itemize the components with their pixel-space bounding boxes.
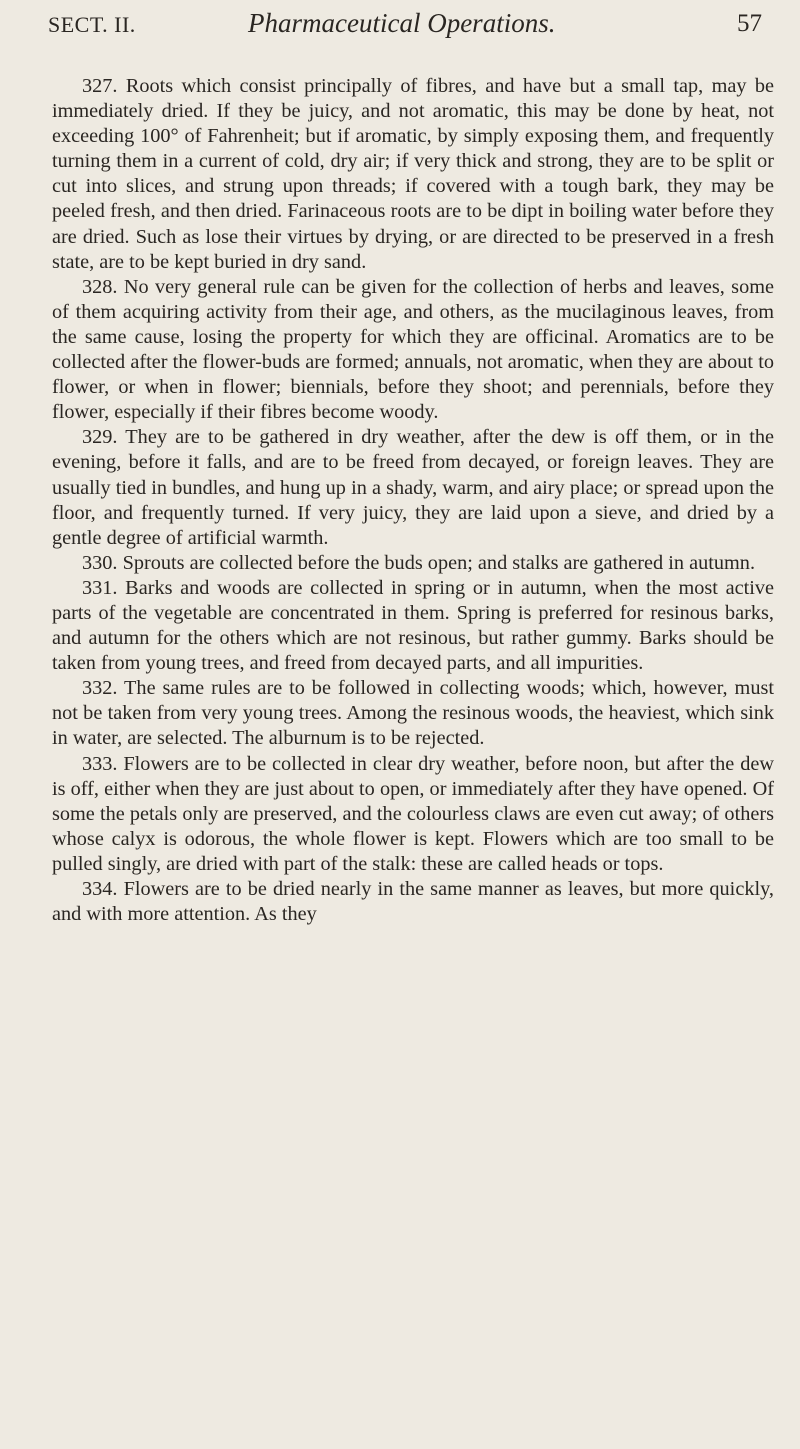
paragraph-330: 330. Sprouts are collected before the buds open; and stalks are gathered in autumn. — [82, 551, 756, 574]
paragraph-332: 332. The same rules are to be followed in collecting woods; which, however, must not be taken from very young trees. Among the resinous woods, the heaviest, which sink in water, are selected. The alburnum is to be rejected. — [52, 677, 774, 750]
paragraph-328: 328. No very general rule can be given for the collection of herbs and leaves, some of them acquiring activity from their age, and others, as the mucilaginous leaves, from the same cause, losing the property for which they are officinal. Aromatics are to be collected after the flower-buds are formed; annuals, not aromatic, when they are about to flower, or when in flower; biennials, before they shoot; and perennials, before they flower, especially if their fibres become woody. — [52, 275, 774, 424]
paragraph-327: 327. Roots which consist principally of fibres, and have but a small tap, may be immediately dried. If they be juicy, and not aromatic, this may be done by heat, not exceeding 100° of Fahrenheit; but if aromatic, by simply exposing them, and frequently turning them in a current of cold, dry air; if very thick and strong, they are to be split or cut into slices, and strung upon threads; if covered with a tough bark, they may be peeled fresh, and then dried. Farinaceous roots are to be dipt in boiling water before they are dried. Such as lose their virtues by drying, or are directed to be preserved in a fresh state, are to be kept buried in dry sand. — [52, 75, 774, 273]
body-text — [52, 74, 774, 927]
page-title: Pharmaceutical Operations. — [248, 8, 556, 38]
paragraph-331: 331. Barks and woods are collected in spring or in autumn, when the most active parts of the vegetable are concentrated in them. Spring is preferred for resinous barks, and autumn for the others which are not resinous, but rather gummy. Barks should be taken from young trees, and freed from decayed parts, and all impurities. — [52, 576, 774, 675]
section-label: SECT. II. — [48, 12, 136, 37]
running-header — [48, 6, 762, 46]
page-number: 57 — [737, 10, 762, 37]
paragraph-329: 329. They are to be gathered in dry weather, after the dew is off them, or in the evening, before it falls, and are to be freed from decayed, or foreign leaves. They are usually tied in bundles, and hung up in a shady, warm, and airy place; or spread upon the floor, and frequently turned. If very juicy, they are laid upon a sieve, and dried by a gentle degree of artificial warmth. — [52, 426, 774, 549]
paragraph-333: 333. Flowers are to be collected in clear dry weather, before noon, but after the dew is off, either when they are just about to open, or immediately after they have opened. Of some the petals only are preserved, and the colourless claws are even cut away; of others whose calyx is odorous, the whole flower is kept. Flowers which are too small to be pulled singly, are dried with part of the stalk: these are called heads or tops. — [52, 752, 774, 875]
paragraph-334: 334. Flowers are to be dried nearly in the same manner as leaves, but more quickly, and with more attention. As they — [52, 878, 774, 926]
